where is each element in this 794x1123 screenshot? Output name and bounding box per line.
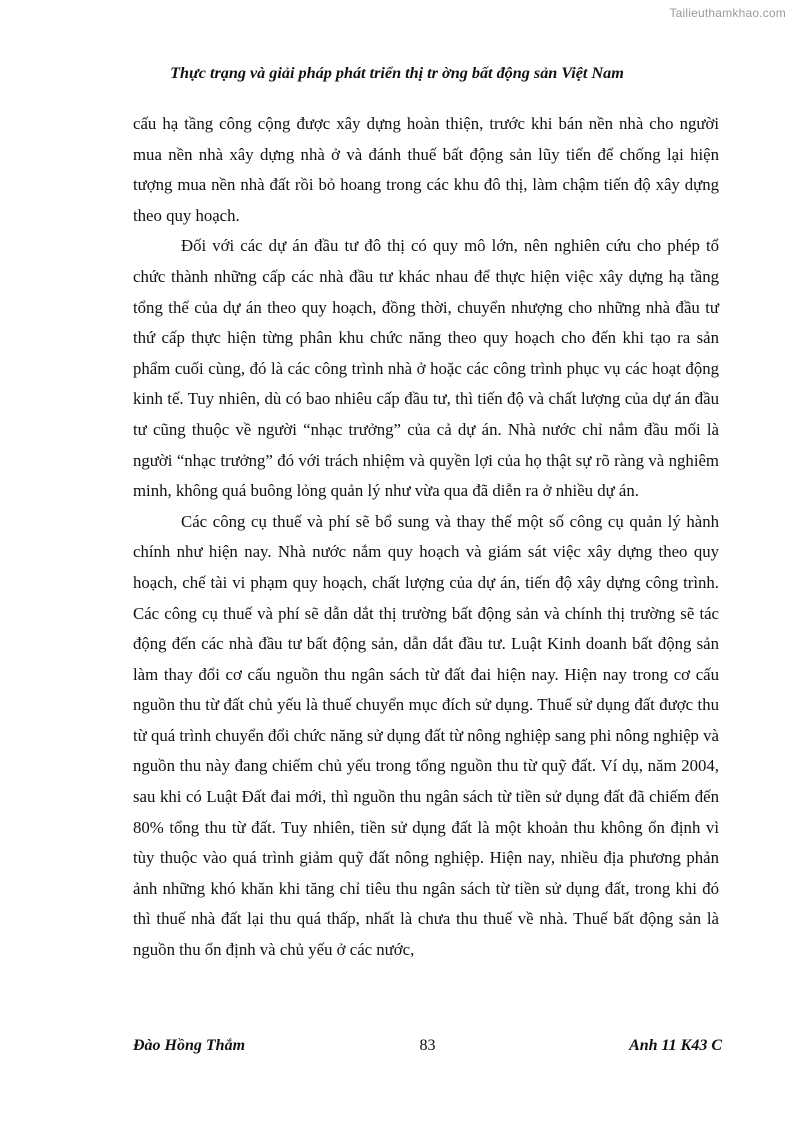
paragraph-continuation: cấu hạ tầng công cộng được xây dựng hoàn thiện, trước khi bán nền nhà cho người mua nền nhà xây dựng nhà ở và đánh thuế bất động sản lũy tiến để chống lại hiện tượng mua nền nhà đất rồi bỏ hoang trong các khu đô thị, làm chậm tiến độ xây dựng theo quy hoạch. (133, 114, 719, 225)
paragraph: Các công cụ thuế và phí sẽ bổ sung và thay thế một số công cụ quản lý hành chính như hiện nay. Nhà nước nắm quy hoạch và giám sát việc xây dựng theo quy hoạch, chế tài vi phạm quy hoạch, chất lượng của dự án, tiến độ xây dựng công trình. Các công cụ thuế và phí sẽ dẫn dắt thị trường bất động sản và chính thị trường sẽ tác động đến các nhà đầu tư bất động sản, dẫn dắt đầu tư. Luật Kinh doanh bất động sản làm thay đổi cơ cấu nguồn thu ngân sách từ đất đai hiện nay. Hiện nay trong cơ cấu nguồn thu từ đất chủ yếu là thuế chuyển mục đích sử dụng. Thuế sử dụng đất được thu từ quá trình chuyển đổi chức năng sử dụng đất từ nông nghiệp sang phi nông nghiệp và nguồn thu này đang chiếm chủ yếu trong tổng nguồn thu từ quỹ đất. Ví dụ, năm 2004, sau khi có Luật Đất đai mới, thì nguồn thu ngân sách từ tiền sử dụng đất đã chiếm đến 80% tổng thu từ đất. Tuy nhiên, tiền sử dụng đất là một khoản thu không ổn định vì tùy thuộc vào quá trình giảm quỹ đất nông nghiệp. Hiện nay, nhiều địa phương phản ảnh những khó khăn khi tăng chỉ tiêu thu ngân sách từ tiền sử dụng đất, trong khi đó thì thuế nhà đất lại thu quá thấp, nhất là chưa thu thuế về nhà. Thuế bất động sản là nguồn thu ổn định và chủ yếu ở các nước, (133, 511, 719, 960)
page-footer (133, 1037, 722, 1059)
page-number: 83 (419, 1037, 436, 1054)
footer-author: Đào Hồng Thắm (133, 1037, 246, 1054)
paragraph: Đối với các dự án đầu tư đô thị có quy mô lớn, nên nghiên cứu cho phép tổ chức thành những cấp các nhà đầu tư khác nhau để thực hiện việc xây dựng hạ tầng tổng thể của dự án theo quy hoạch, đồng thời, chuyển nhượng cho những nhà đầu tư thứ cấp thực hiện từng phân khu chức năng theo quy hoạch cho đến khi tạo ra sản phẩm cuối cùng, đó là các công trình nhà ở hoặc các công trình phục vụ các hoạt động kinh tế. Tuy nhiên, dù có bao nhiêu cấp đầu tư, thì tiến độ và chất lượng của dự án đầu tư cũng thuộc về người “nhạc trưởng” của cả dự án. Nhà nước chỉ nắm đầu mối là người “nhạc trưởng” đó với trách nhiệm và quyền lợi của họ thật sự rõ ràng và nghiêm minh, không quá buông lỏng quản lý như vừa qua đã diễn ra ở nhiều dự án. (133, 236, 719, 501)
watermark: Tailieuthamkhao.com (669, 6, 786, 20)
document-body (133, 109, 719, 966)
running-header-title: Thực trạng và giải pháp phát triển thị tr ờng bất động sản Việt Nam (170, 64, 624, 82)
footer-class: Anh 11 K43 C (629, 1037, 722, 1054)
